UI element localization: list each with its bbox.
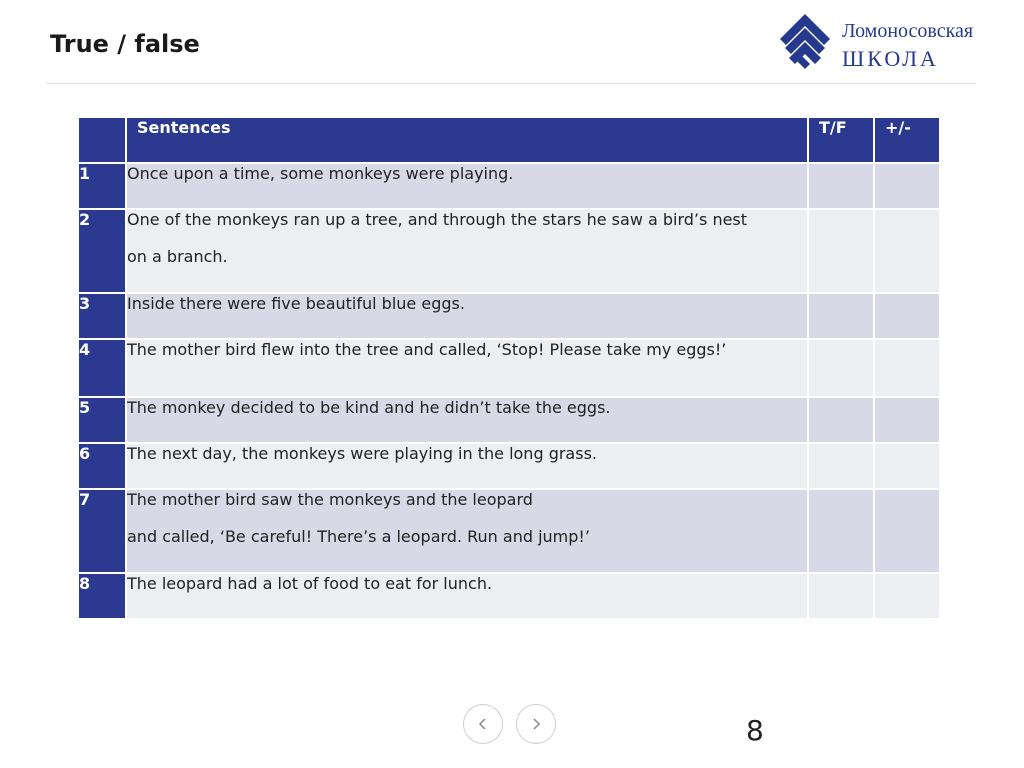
table-row [79, 444, 939, 488]
tf-answer-cell[interactable] [809, 444, 873, 488]
logo-text-line2: ШКОЛА [842, 46, 939, 71]
row-sentence [127, 398, 807, 442]
tf-answer-cell[interactable] [809, 490, 873, 572]
table-row [79, 210, 939, 292]
sentence-line: The next day, the monkeys were playing in the long grass. [127, 444, 597, 463]
sentence-line: The monkey decided to be kind and he didn’t take the eggs. [127, 398, 611, 417]
tf-answer-cell[interactable] [809, 210, 873, 292]
table-row [79, 574, 939, 618]
sentence-line: The mother bird flew into the tree and called, ‘Stop! Please take my eggs!’ [127, 340, 727, 359]
plusminus-answer-cell[interactable] [875, 574, 939, 618]
row-sentence [127, 574, 807, 618]
chevron-left-icon [476, 717, 490, 731]
plusminus-answer-cell[interactable] [875, 444, 939, 488]
row-number: 2 [79, 210, 125, 292]
sentence-line: The mother bird saw the monkeys and the leopard [127, 490, 533, 509]
header-tf: T/F [809, 118, 873, 162]
plusminus-answer-cell[interactable] [875, 164, 939, 208]
table-row [79, 340, 939, 396]
row-number: 4 [79, 340, 125, 396]
row-sentence [127, 164, 807, 208]
sentence-line: and called, ‘Be careful! There’s a leopard. Run and jump!’ [127, 527, 590, 546]
row-number: 6 [79, 444, 125, 488]
sentence-line: The leopard had a lot of food to eat for lunch. [127, 574, 493, 593]
header-divider [46, 83, 976, 84]
table-row [79, 490, 939, 572]
row-sentence [127, 490, 807, 572]
prev-slide-button[interactable] [463, 704, 503, 744]
header-number [79, 118, 125, 162]
logo-mark-icon [780, 14, 830, 72]
row-sentence [127, 210, 807, 292]
table-row [79, 294, 939, 338]
plusminus-answer-cell[interactable] [875, 490, 939, 572]
tf-answer-cell[interactable] [809, 398, 873, 442]
row-number: 1 [79, 164, 125, 208]
plusminus-answer-cell[interactable] [875, 340, 939, 396]
true-false-table [77, 116, 941, 620]
row-sentence [127, 294, 807, 338]
plusminus-answer-cell[interactable] [875, 294, 939, 338]
row-number: 7 [79, 490, 125, 572]
plusminus-answer-cell[interactable] [875, 398, 939, 442]
table-row [79, 164, 939, 208]
sentence-line: on a branch. [127, 247, 228, 266]
table-row [79, 398, 939, 442]
sentence-line: Once upon a time, some monkeys were playing. [127, 164, 514, 183]
header-sentences: Sentences [127, 118, 807, 162]
chevron-right-icon [529, 717, 543, 731]
plusminus-answer-cell[interactable] [875, 210, 939, 292]
tf-answer-cell[interactable] [809, 164, 873, 208]
row-number: 5 [79, 398, 125, 442]
row-sentence [127, 444, 807, 488]
row-number: 3 [79, 294, 125, 338]
header-plusminus: +/- [875, 118, 939, 162]
logo-text-line1: Ломоносовская [842, 20, 974, 42]
sentence-line: One of the monkeys ran up a tree, and through the stars he saw a bird’s nest [127, 210, 748, 229]
row-number: 8 [79, 574, 125, 618]
sentence-line: Inside there were five beautiful blue eggs. [127, 294, 465, 313]
tf-answer-cell[interactable] [809, 340, 873, 396]
next-slide-button[interactable] [516, 704, 556, 744]
page-number: 8 [746, 714, 764, 747]
tf-answer-cell[interactable] [809, 574, 873, 618]
row-sentence [127, 340, 807, 396]
tf-answer-cell[interactable] [809, 294, 873, 338]
logo [780, 14, 1005, 74]
slide-title: True / false [50, 30, 200, 58]
